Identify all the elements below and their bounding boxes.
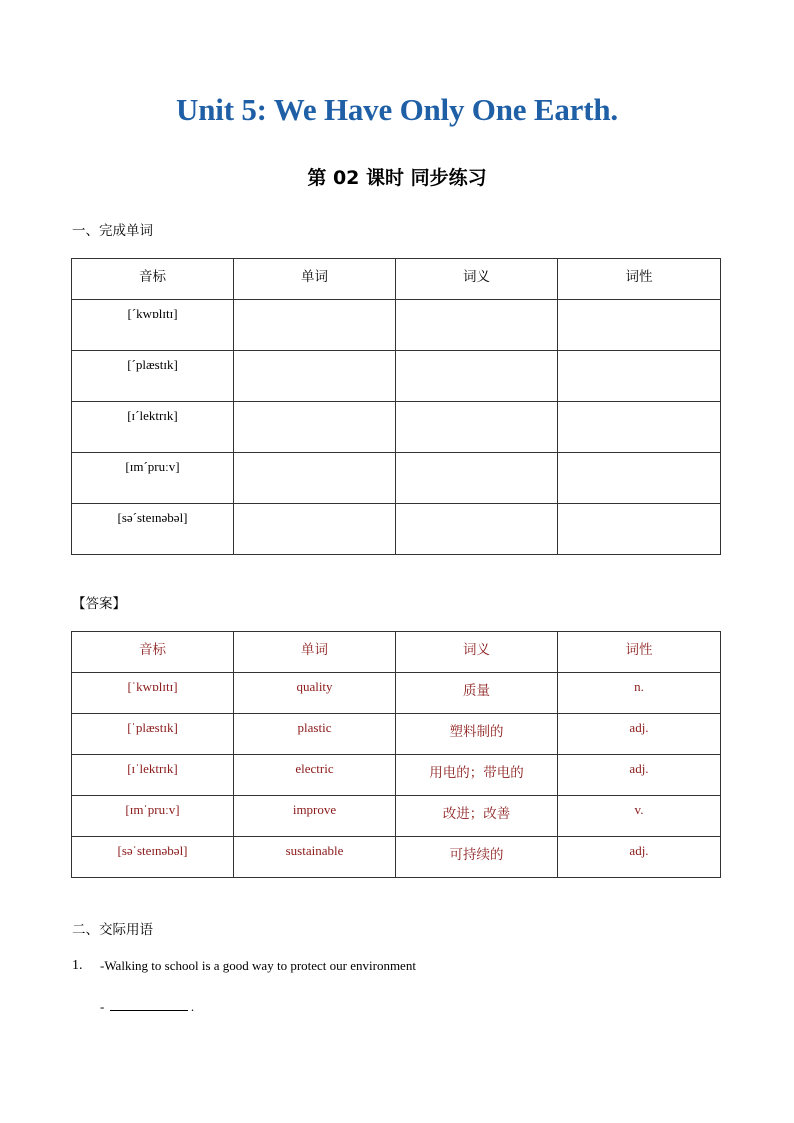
table-row	[72, 796, 721, 837]
meaning-blank-cell[interactable]	[396, 504, 558, 555]
response-suffix: .	[190, 999, 195, 1014]
header-phonetic: 音标	[72, 259, 234, 300]
pos-cell: adj.	[558, 714, 721, 755]
header-word: 单词	[234, 259, 396, 300]
table-row	[72, 837, 721, 878]
pos-blank-cell[interactable]	[558, 453, 721, 504]
phonetic-cell: [səˊsteɪnəbəl]	[72, 504, 234, 555]
answer-heading: 【答案】	[72, 596, 126, 612]
table-row	[72, 755, 721, 796]
meaning-blank-cell[interactable]	[396, 453, 558, 504]
meaning-blank-cell[interactable]	[396, 300, 558, 351]
meaning-cell: 可持续的	[396, 837, 558, 878]
pos-blank-cell[interactable]	[558, 300, 721, 351]
table-row	[72, 300, 721, 351]
table-header-row	[72, 632, 721, 673]
table-row	[72, 504, 721, 555]
question-number: 1.	[72, 958, 83, 973]
word-cell: improve	[234, 796, 396, 837]
table-row	[72, 714, 721, 755]
answer-blank[interactable]	[110, 998, 188, 1011]
header-word: 单词	[234, 632, 396, 673]
table-row	[72, 351, 721, 402]
header-phonetic: 音标	[72, 632, 234, 673]
word-blank-cell[interactable]	[234, 453, 396, 504]
phonetic-cell: [ɪˈlektrɪk]	[72, 755, 234, 796]
pos-cell: adj.	[558, 837, 721, 878]
phonetic-cell: [ɪˊlektrɪk]	[72, 402, 234, 453]
lesson-subtitle: 第 02 课时 同步练习	[307, 167, 487, 189]
section-heading-communication: 二、交际用语	[72, 922, 153, 938]
header-meaning: 词义	[396, 632, 558, 673]
question-prompt: -Walking to school is a good way to protect our environment	[100, 958, 416, 973]
table-row	[72, 402, 721, 453]
word-blank-cell[interactable]	[234, 402, 396, 453]
header-meaning: 词义	[396, 259, 558, 300]
meaning-cell: 用电的；带电的	[396, 755, 558, 796]
pos-cell: adj.	[558, 755, 721, 796]
pos-blank-cell[interactable]	[558, 402, 721, 453]
word-blank-cell[interactable]	[234, 504, 396, 555]
phonetic-cell: [ˈkwɒlɪtɪ]	[72, 673, 234, 714]
meaning-cell: 塑料制的	[396, 714, 558, 755]
phonetic-cell: [ɪmˈpruːv]	[72, 796, 234, 837]
pos-blank-cell[interactable]	[558, 351, 721, 402]
word-blank-cell[interactable]	[234, 351, 396, 402]
word-cell: sustainable	[234, 837, 396, 878]
vocabulary-exercise-table	[71, 258, 721, 555]
word-blank-cell[interactable]	[234, 300, 396, 351]
phonetic-cell: [ˈplæstɪk]	[72, 714, 234, 755]
word-cell: quality	[234, 673, 396, 714]
meaning-cell: 质量	[396, 673, 558, 714]
answer-key-table	[71, 631, 721, 878]
meaning-blank-cell[interactable]	[396, 351, 558, 402]
word-cell: plastic	[234, 714, 396, 755]
header-part-of-speech: 词性	[558, 632, 721, 673]
meaning-cell: 改进；改善	[396, 796, 558, 837]
response-prefix: -	[100, 999, 108, 1014]
phonetic-cell: [ˊplæstɪk]	[72, 351, 234, 402]
table-row	[72, 673, 721, 714]
table-header-row	[72, 259, 721, 300]
phonetic-cell: [səˈsteɪnəbəl]	[72, 837, 234, 878]
phonetic-cell: [ˊkwɒlɪtɪ]	[72, 300, 234, 351]
meaning-blank-cell[interactable]	[396, 402, 558, 453]
pos-cell: v.	[558, 796, 721, 837]
question-response-line	[100, 998, 194, 1015]
pos-cell: n.	[558, 673, 721, 714]
phonetic-cell: [ɪmˊpruːv]	[72, 453, 234, 504]
document-title: Unit 5: We Have Only One Earth.	[176, 92, 618, 127]
header-part-of-speech: 词性	[558, 259, 721, 300]
table-row	[72, 453, 721, 504]
pos-blank-cell[interactable]	[558, 504, 721, 555]
word-cell: electric	[234, 755, 396, 796]
section-heading-vocabulary: 一、完成单词	[72, 223, 153, 239]
